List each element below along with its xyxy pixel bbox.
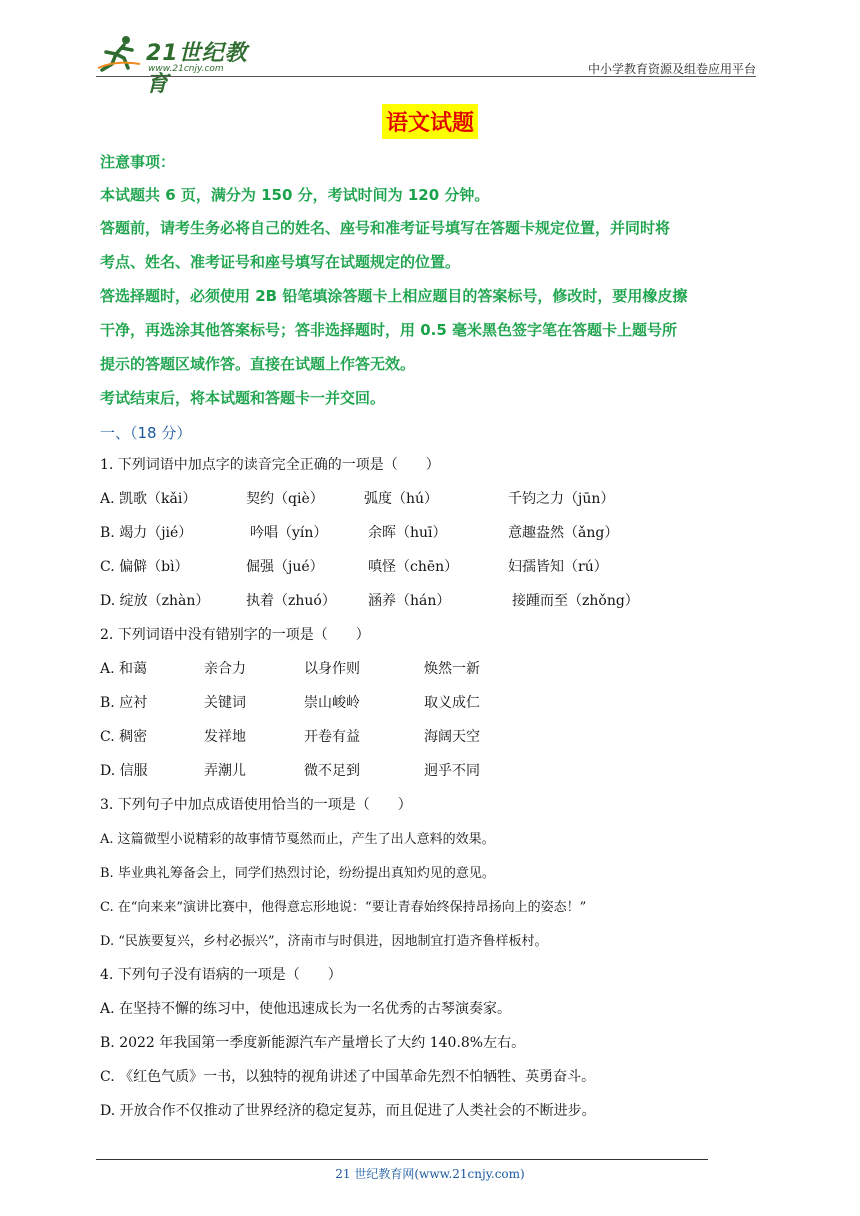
- q2-option-a-3: 以身作则: [304, 661, 360, 677]
- q1-option-b-3: 余晖（huī）: [368, 525, 447, 541]
- title-block: [0, 104, 860, 139]
- note-line: 干净，再选涂其他答案标号；答非选择题时，用 0.5 毫米黑色签字笔在答题卡上题号所: [100, 321, 678, 339]
- site-logo: [96, 34, 266, 97]
- q1-option-c-3: 嗔怪（chēn）: [368, 559, 459, 575]
- note-line: 答题前，请考生务必将自己的姓名、座号和准考证号填写在答题卡规定位置，并同时将: [100, 219, 671, 237]
- exam-title: 语文试题: [382, 104, 478, 139]
- q2-option-a-2: 亲合力: [204, 661, 246, 677]
- note-line: 答选择题时，必须使用 2B 铅笔填涂答题卡上相应题目的答案标号，修改时，要用橡皮擦: [100, 287, 688, 305]
- q3-option-d: D. “民族要复兴，乡村必振兴”，济南市与时俱进，因地制宜打造齐鲁样板村。: [100, 934, 548, 949]
- q2-option-b-4: 取义成仁: [424, 695, 480, 711]
- q2-option-c-1: C. 稠密: [100, 729, 148, 745]
- note-line: 考点、姓名、准考证号和座号填写在试题规定的位置。: [100, 253, 461, 271]
- question-4-stem: 4. 下列句子没有语病的一项是（ ）: [100, 967, 342, 983]
- logo-url: www.21cnjy.com: [148, 64, 224, 74]
- q4-option-b: B. 2022 年我国第一季度新能源汽车产量增长了大约 140.8%左右。: [100, 1035, 526, 1051]
- runner-icon: [96, 34, 144, 74]
- platform-label: 中小学教育资源及组卷应用平台: [587, 62, 756, 76]
- question-2-stem: 2. 下列词语中没有错别字的一项是（ ）: [100, 627, 370, 643]
- q2-option-b-2: 关键词: [204, 695, 246, 711]
- q2-option-d-2: 弄潮儿: [204, 763, 246, 779]
- q3-option-b: B. 毕业典礼筹备会上，同学们热烈讨论，纷纷提出真知灼见的意见。: [100, 866, 495, 881]
- page-header: [96, 28, 756, 97]
- section-heading: 一、（18 分）: [100, 424, 192, 442]
- q1-option-d-3: 涵养（hán）: [368, 593, 451, 609]
- question-3-stem: 3. 下列句子中加点成语使用恰当的一项是（ ）: [100, 797, 412, 813]
- q2-option-c-4: 海阔天空: [424, 729, 480, 745]
- q2-option-d-1: D. 信服: [100, 763, 148, 779]
- logo-text: 21世纪教育: [146, 41, 248, 97]
- q3-option-a: A. 这篇微型小说精彩的故事情节戛然而止，产生了出人意料的效果。: [100, 832, 495, 847]
- q2-option-a-1: A. 和蔼: [100, 661, 148, 677]
- q2-option-a-4: 焕然一新: [424, 661, 480, 677]
- notes-heading: 注意事项：: [100, 153, 176, 171]
- q1-option-d-4: 接踵而至（zhǒng）: [512, 593, 639, 609]
- q3-option-c: C. 在“向来来”演讲比赛中，他得意忘形地说：“要让青春始终保持昂扬向上的姿态！”: [100, 900, 587, 915]
- q1-option-a-4: 千钧之力（jūn）: [508, 491, 615, 507]
- q1-option-a-1: A. 凯歌（kǎi）: [100, 491, 197, 507]
- q1-option-b-2: 吟唱（yín）: [250, 525, 328, 541]
- q4-option-c: C. 《红色气质》一书，以独特的视角讲述了中国革命先烈不怕牺牲、英勇奋斗。: [100, 1069, 596, 1085]
- q1-option-d-1: D. 绽放（zhàn）: [100, 593, 210, 609]
- note-line: 本试题共 6 页，满分为 150 分，考试时间为 120 分钟。: [100, 186, 490, 204]
- q4-option-d: D. 开放合作不仅推动了世界经济的稳定复苏，而且促进了人类社会的不断进步。: [100, 1103, 596, 1119]
- footer-divider: [96, 1159, 708, 1160]
- q1-option-a-3: 弧度（hú）: [364, 491, 439, 507]
- q2-option-d-3: 微不足到: [304, 763, 360, 779]
- q1-option-c-1: C. 偏僻（bì）: [100, 559, 189, 575]
- q4-option-a: A. 在坚持不懈的练习中，使他迅速成长为一名优秀的古琴演奏家。: [100, 1001, 512, 1017]
- q1-option-b-4: 意趣盎然（ǎng）: [508, 525, 619, 541]
- q2-option-b-1: B. 应衬: [100, 695, 148, 711]
- q1-option-c-2: 倔强（jué）: [246, 559, 324, 575]
- q2-option-c-3: 开卷有益: [304, 729, 360, 745]
- q2-option-b-3: 崇山峻岭: [304, 695, 360, 711]
- note-line: 提示的答题区域作答。直接在试题上作答无效。: [100, 355, 416, 373]
- q1-option-c-4: 妇孺皆知（rú）: [508, 559, 608, 575]
- q2-option-d-4: 迥乎不同: [424, 763, 480, 779]
- page-footer: 21 世纪教育网(www.21cnjy.com): [335, 1167, 525, 1181]
- q1-option-d-2: 执着（zhuó）: [246, 593, 336, 609]
- header-divider: [96, 76, 756, 77]
- question-1-stem: 1. 下列词语中加点字的读音完全正确的一项是（ ）: [100, 457, 440, 473]
- note-line: 考试结束后，将本试题和答题卡一并交回。: [100, 389, 386, 407]
- q2-option-c-2: 发祥地: [204, 729, 246, 745]
- q1-option-b-1: B. 竭力（jié）: [100, 525, 193, 541]
- q1-option-a-2: 契约（qiè）: [246, 491, 324, 507]
